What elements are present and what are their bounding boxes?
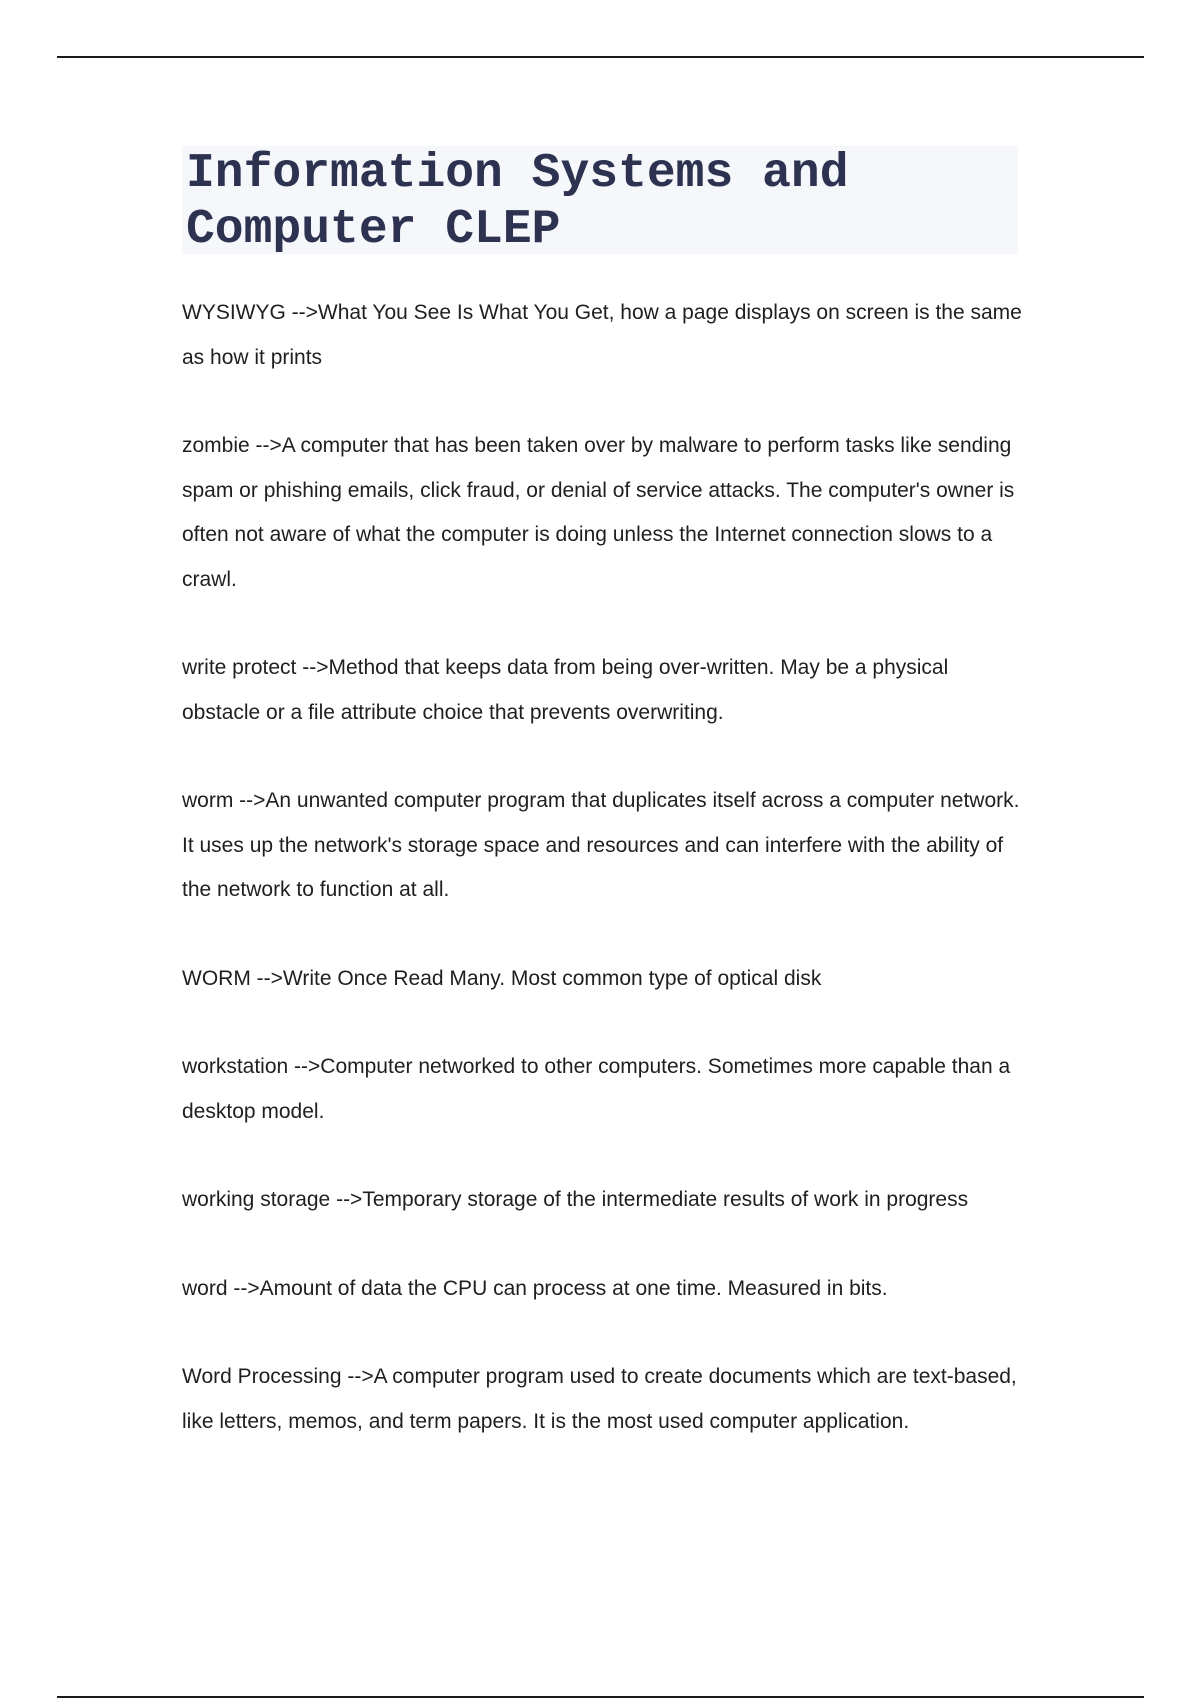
term-entry: Word Processing -->A computer program used to create documents which are text-based, like letters, memos, and term papers. It is the most used computer application. (182, 1365, 1017, 1433)
term-entry: write protect -->Method that keeps data from being over-written. May be a physical obstacle or a file attribute choice that prevents overwriting. (182, 656, 949, 724)
term-entry: zombie -->A computer that has been taken over by malware to perform tasks like sending spam or phishing emails, click fraud, or denial of service attacks. The computer's owner is often not aware of what the computer is doing unless the Internet connection slows to a crawl. (182, 434, 1015, 591)
term-list (182, 291, 1022, 1488)
bottom-rule (57, 1696, 1144, 1698)
title-block (182, 146, 1018, 257)
term-entry: working storage -->Temporary storage of the intermediate results of work in progress (182, 1188, 969, 1211)
term-entry: WYSIWYG -->What You See Is What You Get, how a page displays on screen is the same as how it prints (182, 301, 1022, 369)
term-entry: WORM -->Write Once Read Many. Most common type of optical disk (182, 966, 822, 990)
term-entry: worm -->An unwanted computer program that duplicates itself across a computer network. It uses up the network's storage space and resources and can interfere with the ability of the network to function at all. (182, 789, 1020, 901)
document-title: Information Systems and Computer CLEP (186, 147, 878, 257)
top-rule (57, 56, 1144, 58)
term-entry: word -->Amount of data the CPU can process at one time. Measured in bits. (182, 1276, 888, 1300)
term-entry: workstation -->Computer networked to other computers. Sometimes more capable than a desktop model. (182, 1055, 1011, 1123)
